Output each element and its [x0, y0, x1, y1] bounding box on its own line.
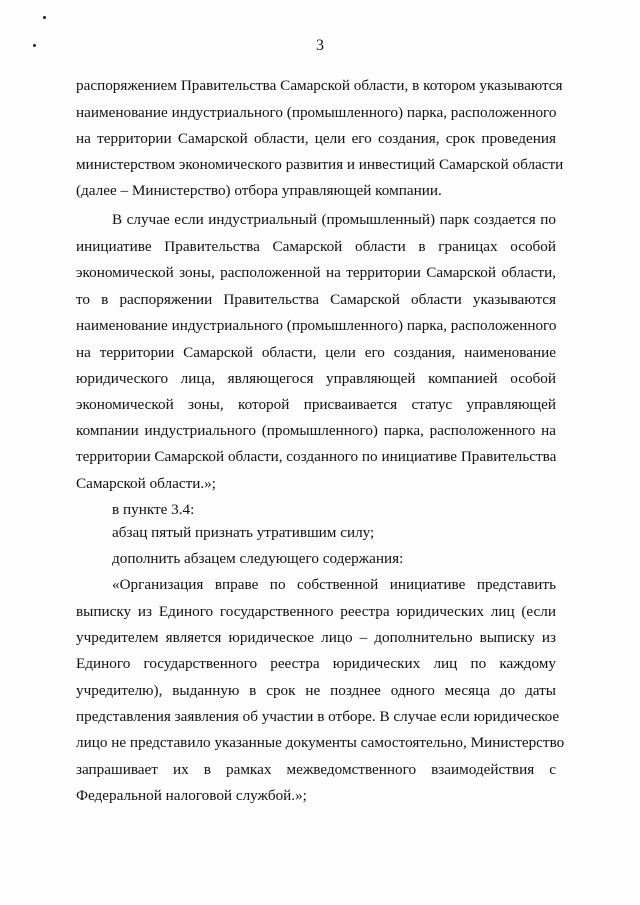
text-line: в пункте 3.4: — [112, 501, 195, 518]
text-line: «Организация вправе по собственной инициативе представить — [112, 576, 556, 593]
text-line: запрашивает их в рамках межведомственного взаимодействия с — [76, 761, 556, 778]
text-line: то в распоряжении Правительства Самарской области указываются — [76, 291, 556, 308]
text-line: Самарской области.»; — [76, 475, 216, 492]
text-line: учредителю), выданную в срок не позднее одного месяца до даты — [76, 682, 556, 699]
text-line: абзац пятый признать утратившим силу; — [112, 524, 375, 541]
text-line: лицо не представило указанные документы самостоятельно, Министерство — [76, 734, 565, 751]
text-line: дополнить абзацем следующего содержания: — [112, 550, 404, 567]
text-line: на территории Самарской области, цели его создания, срок проведения — [76, 130, 556, 147]
text-line: Федеральной налоговой службой.»; — [76, 787, 307, 804]
text-line: инициативе Правительства Самарской области в границах особой — [76, 238, 556, 255]
scan-speck — [43, 16, 46, 19]
text-line: Единого государственного реестра юридических лиц по каждому — [76, 655, 556, 672]
text-line: наименование индустриального (промышленного) парка, расположенного — [76, 317, 557, 334]
text-line: представления заявления об участии в отборе. В случае если юридическое — [76, 708, 560, 725]
text-line: министерством экономического развития и инвестиций Самарской области — [76, 156, 564, 173]
text-line: юридического лица, являющегося управляющей компанией особой — [76, 370, 556, 387]
page-number: 3 — [316, 37, 324, 54]
text-line: В случае если индустриальный (промышленный) парк создается по — [112, 211, 556, 228]
text-line: экономической зоны, которой присваивается статус управляющей — [76, 396, 556, 413]
text-line: выписку из Единого государственного реестра юридических лиц (если — [76, 603, 556, 620]
text-line: территории Самарской области, созданного по инициативе Правительства — [76, 448, 557, 465]
text-line: экономической зоны, расположенной на территории Самарской области, — [76, 264, 556, 281]
text-line: распоряжением Правительства Самарской области, в котором указываются — [76, 77, 563, 94]
text-line: на территории Самарской области, цели его создания, наименование — [76, 344, 556, 361]
text-line: наименование индустриального (промышленного) парка, расположенного — [76, 104, 557, 121]
text-line: компании индустриального (промышленного) парка, расположенного на — [76, 422, 556, 439]
text-line: (далее – Министерство) отбора управляющей компании. — [76, 182, 442, 199]
text-line: учредителем является юридическое лицо – дополнительно выписку из — [76, 629, 556, 646]
